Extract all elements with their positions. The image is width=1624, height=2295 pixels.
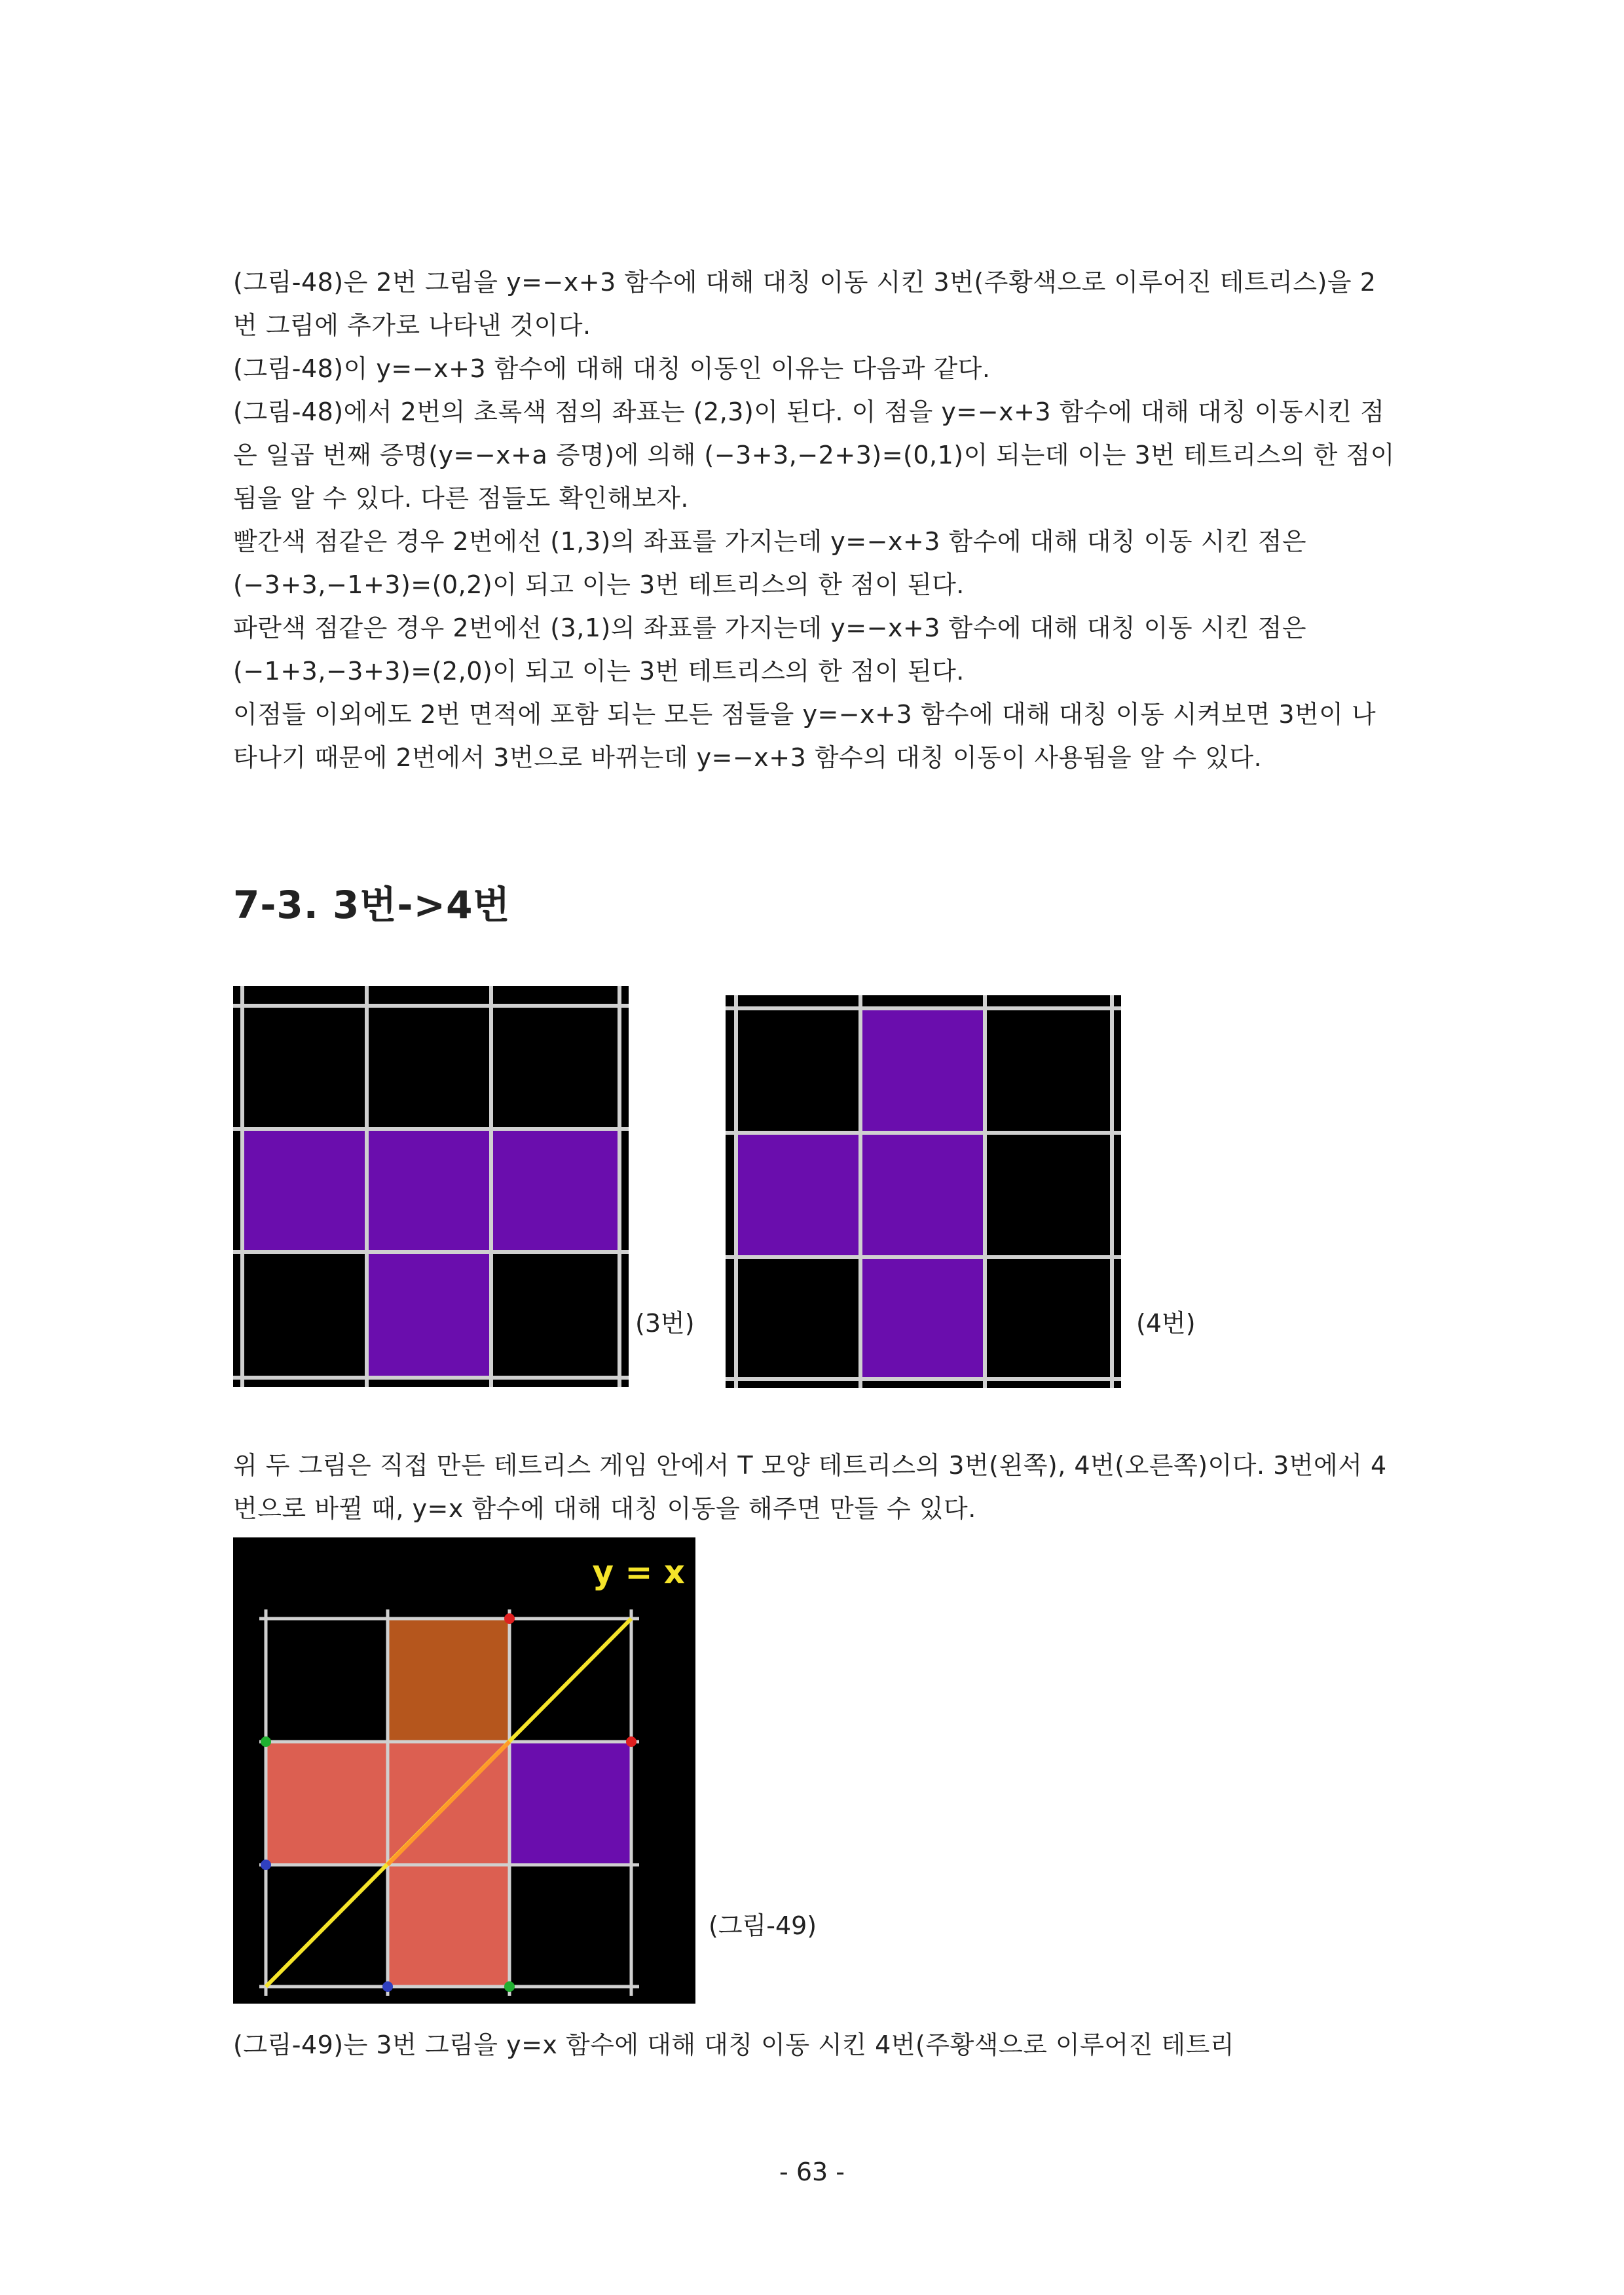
- top-text-block: [233, 261, 1399, 779]
- paragraph: (그림-49)는 3번 그림을 y=x 함수에 대해 대칭 이동 시킨 4번(주황색으로 이루어진 테트리: [233, 2030, 1235, 2059]
- figure-49: [233, 1537, 695, 2004]
- purple-cell: [860, 1257, 985, 1379]
- paragraph: 파란색 점같은 경우 2번에선 (3,1)의 좌표를 가지는데 y=−x+3 함수에 대해 대칭 이동 시킨 점은 (−1+3,−3+3)=(2,0)이 되고 이는 3번 테트리스의 한 점이 된다.: [233, 614, 1307, 686]
- paragraph: 이점들 이외에도 2번 면적에 포함 되는 모든 점들을 y=−x+3 함수에 대해 대칭 이동 시켜보면 3번이 나타나기 때문에 2번에서 3번으로 바뀌는데 y=−x+3 함수의 대칭 이동이 사용됨을 알 수 있다.: [233, 700, 1376, 772]
- page-number: - 63 -: [779, 2157, 845, 2186]
- blue-point: [261, 1860, 271, 1870]
- red-point: [626, 1736, 637, 1747]
- paragraph: 빨간색 점같은 경우 2번에선 (1,3)의 좌표를 가지는데 y=−x+3 함수에 대해 대칭 이동 시킨 점은 (−3+3,−1+3)=(0,2)이 되고 이는 3번 테트리스의 한 점이 된다.: [233, 527, 1307, 599]
- caption-3: (3번): [635, 1309, 695, 1338]
- purple-cell: [491, 1129, 619, 1252]
- tetris-figure-3: [233, 986, 629, 1387]
- purple-cell: [509, 1742, 631, 1865]
- section-heading: 7-3. 3번->4번: [233, 883, 511, 927]
- paragraph: 위 두 그림은 직접 만든 테트리스 게임 안에서 T 모양 테트리스의 3번(왼쪽), 4번(오른쪽)이다. 3번에서 4번으로 바뀔 때, y=x 함수에 대해 대칭 이동을 해주면 만들 수 있다.: [233, 1451, 1387, 1523]
- brown-cell: [388, 1619, 509, 1742]
- red-point: [504, 1613, 515, 1624]
- purple-cell: [367, 1252, 491, 1378]
- purple-cell: [242, 1129, 367, 1252]
- paragraph: (그림-48)은 2번 그림을 y=−x+3 함수에 대해 대칭 이동 시킨 3번(주황색으로 이루어진 테트리스)을 2번 그림에 추가로 나타낸 것이다.: [233, 268, 1376, 340]
- purple-cell: [367, 1129, 491, 1252]
- purple-cell: [860, 1008, 985, 1133]
- y-equals-x-label: y = x: [592, 1553, 685, 1591]
- purple-cell: [736, 1133, 860, 1257]
- paragraph: (그림-48)이 y=−x+3 함수에 대해 대칭 이동인 이유는 다음과 같다.: [233, 354, 991, 383]
- salmon-cell: [388, 1865, 509, 1987]
- tetris-figure-4: [726, 995, 1121, 1388]
- figure-49-caption: (그림-49): [709, 1911, 817, 1940]
- bottom-text-block: [233, 2023, 1399, 2066]
- paragraph: (그림-48)에서 2번의 초록색 점의 좌표는 (2,3)이 된다. 이 점을 y=−x+3 함수에 대해 대칭 이동시킨 점은 일곱 번째 증명(y=−x+a 증명)에 의해 (−3+3,−2+3)=(0,1)이 되는데 이는 3번 테트리스의 한 점이 됨을 알 수 있다. 다른 점들도 확인해보자.: [233, 397, 1395, 513]
- caption-4: (4번): [1136, 1309, 1196, 1338]
- green-point: [261, 1736, 271, 1747]
- green-point: [504, 1981, 515, 1992]
- purple-cell: [860, 1133, 985, 1257]
- salmon-cell: [266, 1742, 388, 1865]
- middle-text-block: [233, 1444, 1399, 1530]
- blue-point: [382, 1981, 393, 1992]
